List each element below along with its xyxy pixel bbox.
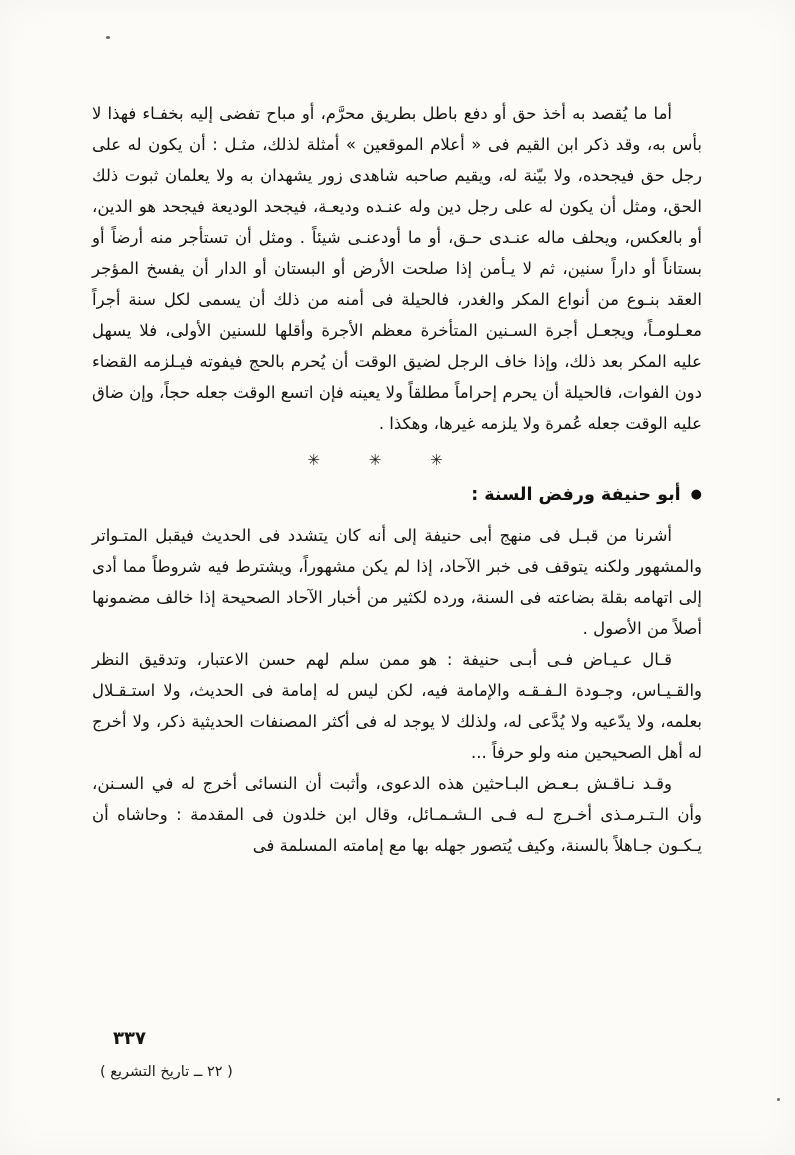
paragraph-qadi-iyad-quote: قـال عـيـاض فـى أبـى حنيفة : هو ممن سلم لهم حسن الاعتبار، وتدقيق النظر والقـيـاس، وجـودة الـفـقـه والإمامة فيه، لكن ليس له إمامة فى الحديث، ولا استـقـلال بعلمه، ولا يدّعيه ولا يُدَّعى له، ولذلك لا يوجد له فى أكثر المصنفات الحديثية ذكر، ولا أخرج له أهل الصحيحين منه ولو حرفاً ... xyxy=(92,650,702,762)
section-heading xyxy=(92,480,702,512)
scan-artifact xyxy=(777,1098,780,1101)
bullet-icon: ● xyxy=(690,487,702,502)
volume-note: ( ٢٢ ــ تاريخ التشريع ) xyxy=(100,1064,233,1080)
page-number: ٣٣٧ xyxy=(113,1028,146,1049)
paragraph-abu-hanifa-intro: أشرنا من قبـل فى منهج أبى حنيفة إلى أنه كان يتشدد فى الحديث فيقبل المتـواتر والمشهور ولكنه يتوقف فى خبر الآحاد، إذا لم يكن مشهوراً، ويشترط فيه شروطاً مما أدى إلى اتهامه بقلة بضاعته فى السنة، ورده لكثير من أخبار الآحاد الصحيحة إذا خالف مضمونها أصلاً من الأصول . xyxy=(92,526,702,638)
page-body xyxy=(92,98,702,861)
paragraph-rebuttal: وقـد نـاقـش بـعـض البـاحثين هذه الدعوى، وأثبت أن النسائى أخرج له في السـنن، وأن الـتـرمـذى أخـرج لـه فـى الـشـمـائل، وقال ابن خلدون فى المقدمة : وحاشاه أن يـكـون جـاهلاً بالسنة، وكيف يُتصور جهله بها مع إمامته المسلمة فى xyxy=(92,774,702,855)
paragraph-hiyal: أما ما يُقصد به أخذ حق أو دفع باطل بطريق محرَّم، أو مباح تفضى إليه بخفـاء فهذا لا بأس به، وقد ذكر ابن القيم فى « أعلام الموقعين » أمثلة لذلك، مثـل : أن يكون له على رجل حق فيجحده، ولا بيّنة له، ويقيم صاحبه شاهدى زور يشهدان به ولا يعلمان ثبوت ذلك الحق، ومثل أن يكون له على رجل دين وله عنـده وديعـة، فيجحد الوديعة فيجحد هو الدين، أو بالعكس، ويحلف ماله عنـدى حـق، أو ما أودعنـى شيئاً . ومثل أن تستأجر منه أرضاً أو بستاناً أو داراً سنين، ثم لا يـأمن إذا صلحت الأرض أو البستان أو الدار أن يفسخ المؤجر العقد بنـوع من أنواع المكر والغدر، فالحيلة فى أمنه من ذلك أن يسمى لكل سنة أجراً معـلومـاً، ويجعـل أجرة السـنين المتأخرة معظم الأجرة وأقلها للسنين الأولى، فلا يسهل عليه المكر بعد ذلك، وإذا خاف الرجل لضيق الوقت أن يُحرم بالحج فيفوته فيـلزمه القضاء دون الفوات، فالحيلة أن يحرم إحراماً مطلقاً ولا يعينه فإن اتسع الوقت جعله حجاً، وإن ضاق عليه الوقت جعله عُمرة ولا يلزمه غيرها، وهكذا . xyxy=(92,104,702,433)
section-separator: ✳ ✳ ✳ xyxy=(307,451,465,469)
section-heading-text: أبو حنيفة ورفض السنة : xyxy=(471,485,681,505)
scan-artifact xyxy=(106,36,110,39)
